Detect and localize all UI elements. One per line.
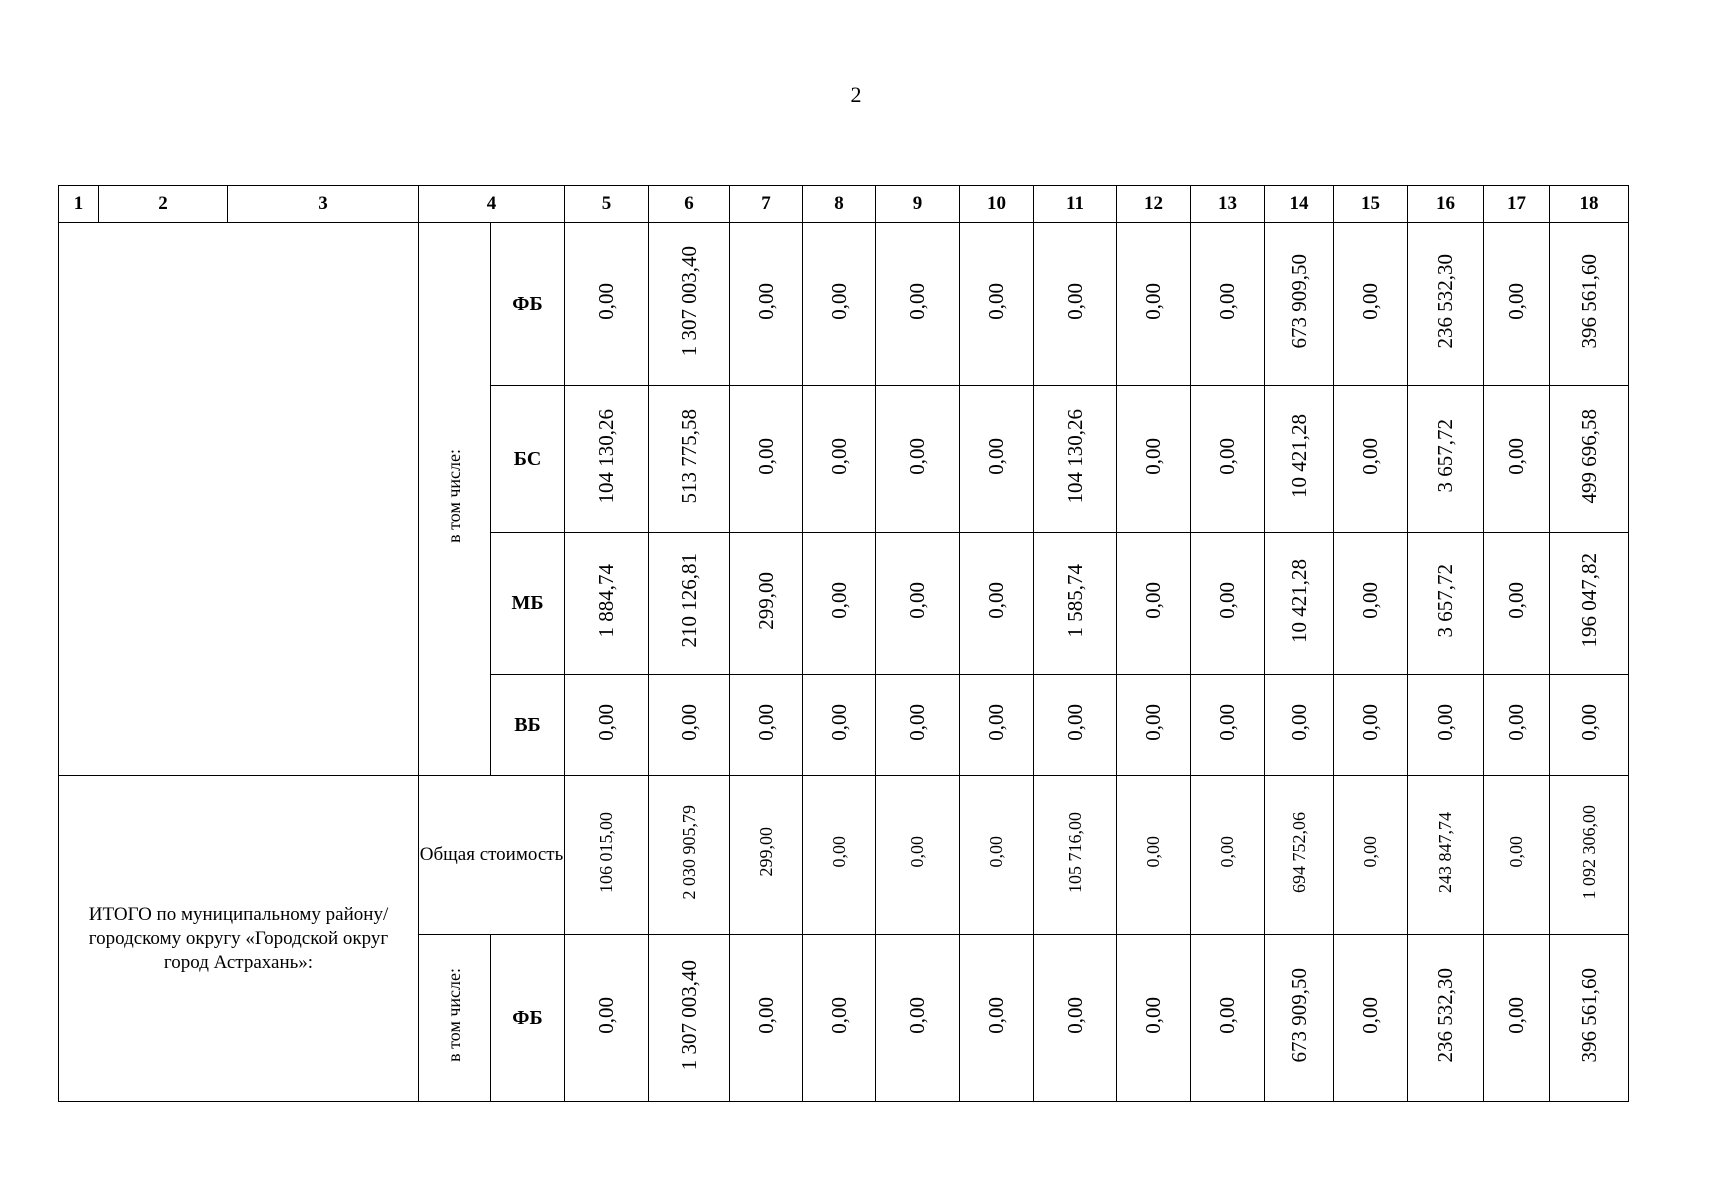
value-cell: 105 716,00 [1034, 776, 1117, 935]
value-cell: 0,00 [730, 935, 803, 1102]
value-cell: 104 130,26 [565, 386, 649, 533]
header-cell: 12 [1117, 186, 1191, 223]
value-cell: 694 752,06 [1265, 776, 1334, 935]
budget-label-fb: ФБ [491, 223, 565, 386]
value-cell: 396 561,60 [1550, 223, 1629, 386]
value-cell: 0,00 [803, 533, 876, 675]
value-cell: 396 561,60 [1550, 935, 1629, 1102]
header-cell: 14 [1265, 186, 1334, 223]
value-cell: 1 307 003,40 [649, 223, 730, 386]
value-cell: 0,00 [730, 223, 803, 386]
value-cell: 0,00 [876, 776, 960, 935]
in-total-label-cell [419, 935, 491, 1102]
value-cell: 0,00 [876, 935, 960, 1102]
value-cell: 0,00 [1191, 776, 1265, 935]
value-cell: 673 909,50 [1265, 935, 1334, 1102]
value-cell: 0,00 [1334, 533, 1408, 675]
value-cell: 1 884,74 [565, 533, 649, 675]
in-total-label: в том числе: [444, 968, 464, 1062]
header-cell: 11 [1034, 186, 1117, 223]
value-cell: 0,00 [960, 675, 1034, 776]
value-cell: 1 092 306,00 [1550, 776, 1629, 935]
header-cell: 3 [228, 186, 419, 223]
value-cell: 0,00 [1484, 386, 1550, 533]
value-cell: 0,00 [960, 533, 1034, 675]
value-cell: 0,00 [803, 675, 876, 776]
value-cell: 0,00 [565, 675, 649, 776]
value-cell: 0,00 [1117, 935, 1191, 1102]
value-cell: 0,00 [1484, 533, 1550, 675]
header-row [59, 186, 1629, 223]
value-cell: 0,00 [803, 776, 876, 935]
value-cell: 0,00 [1334, 675, 1408, 776]
value-cell: 106 015,00 [565, 776, 649, 935]
budget-label-fb: ФБ [491, 935, 565, 1102]
value-cell: 2 030 905,79 [649, 776, 730, 935]
value-cell: 0,00 [1408, 675, 1484, 776]
value-cell: 0,00 [1484, 223, 1550, 386]
header-cell: 7 [730, 186, 803, 223]
value-cell: 0,00 [1265, 675, 1334, 776]
value-cell: 0,00 [1034, 935, 1117, 1102]
value-cell: 104 130,26 [1034, 386, 1117, 533]
value-cell: 0,00 [1191, 675, 1265, 776]
budget-label-mb: МБ [491, 533, 565, 675]
value-cell: 0,00 [1191, 533, 1265, 675]
value-cell: 0,00 [960, 935, 1034, 1102]
in-total-label-cell [419, 223, 491, 776]
budget-label-vb: ВБ [491, 675, 565, 776]
value-cell: 0,00 [1334, 776, 1408, 935]
value-cell: 3 657,72 [1408, 533, 1484, 675]
header-cell: 5 [565, 186, 649, 223]
header-cell: 4 [419, 186, 565, 223]
value-cell: 0,00 [803, 386, 876, 533]
value-cell: 499 696,58 [1550, 386, 1629, 533]
value-cell: 243 847,74 [1408, 776, 1484, 935]
value-cell: 0,00 [1484, 776, 1550, 935]
value-cell: 0,00 [803, 935, 876, 1102]
header-cell: 1 [59, 186, 99, 223]
value-cell: 0,00 [876, 533, 960, 675]
total-label: ИТОГО по муниципальному району/ городскому округу «Городской округ город Астрахань»: [59, 776, 419, 1102]
value-cell: 0,00 [1191, 223, 1265, 386]
value-cell: 0,00 [1334, 223, 1408, 386]
value-cell: 0,00 [1117, 533, 1191, 675]
value-cell: 0,00 [1117, 776, 1191, 935]
header-cell: 2 [99, 186, 228, 223]
value-cell: 513 775,58 [649, 386, 730, 533]
value-cell: 1 585,74 [1034, 533, 1117, 675]
blank-merged-cell [59, 223, 419, 776]
value-cell: 1 307 003,40 [649, 935, 730, 1102]
header-cell: 13 [1191, 186, 1265, 223]
value-cell: 0,00 [1484, 675, 1550, 776]
row-total [59, 776, 1629, 935]
budget-label-bs: БС [491, 386, 565, 533]
value-cell: 0,00 [960, 386, 1034, 533]
value-cell: 0,00 [960, 223, 1034, 386]
row-fb [59, 223, 1629, 386]
value-cell: 0,00 [1117, 386, 1191, 533]
value-cell: 299,00 [730, 776, 803, 935]
value-cell: 0,00 [1334, 935, 1408, 1102]
value-cell: 299,00 [730, 533, 803, 675]
value-cell: 0,00 [730, 386, 803, 533]
value-cell: 0,00 [649, 675, 730, 776]
financing-table [58, 185, 1629, 1102]
header-cell: 9 [876, 186, 960, 223]
value-cell: 0,00 [876, 675, 960, 776]
value-cell: 0,00 [1334, 386, 1408, 533]
value-cell: 0,00 [1484, 935, 1550, 1102]
general-cost-label: Общая стоимость [419, 776, 565, 935]
value-cell: 0,00 [565, 223, 649, 386]
value-cell: 0,00 [1191, 386, 1265, 533]
value-cell: 210 126,81 [649, 533, 730, 675]
value-cell: 0,00 [1034, 675, 1117, 776]
header-cell: 10 [960, 186, 1034, 223]
value-cell: 10 421,28 [1265, 533, 1334, 675]
value-cell: 0,00 [730, 675, 803, 776]
value-cell: 236 532,30 [1408, 935, 1484, 1102]
page-number: 2 [850, 82, 862, 107]
value-cell: 0,00 [1550, 675, 1629, 776]
header-cell: 18 [1550, 186, 1629, 223]
header-cell: 15 [1334, 186, 1408, 223]
header-cell: 6 [649, 186, 730, 223]
in-total-label: в том числе: [444, 449, 464, 543]
value-cell: 3 657,72 [1408, 386, 1484, 533]
value-cell: 0,00 [876, 223, 960, 386]
value-cell: 0,00 [1034, 223, 1117, 386]
header-cell: 16 [1408, 186, 1484, 223]
value-cell: 10 421,28 [1265, 386, 1334, 533]
value-cell: 0,00 [1117, 223, 1191, 386]
value-cell: 673 909,50 [1265, 223, 1334, 386]
header-cell: 8 [803, 186, 876, 223]
value-cell: 0,00 [960, 776, 1034, 935]
value-cell: 0,00 [803, 223, 876, 386]
value-cell: 196 047,82 [1550, 533, 1629, 675]
value-cell: 0,00 [565, 935, 649, 1102]
value-cell: 0,00 [876, 386, 960, 533]
header-cell: 17 [1484, 186, 1550, 223]
value-cell: 236 532,30 [1408, 223, 1484, 386]
value-cell: 0,00 [1117, 675, 1191, 776]
value-cell: 0,00 [1191, 935, 1265, 1102]
